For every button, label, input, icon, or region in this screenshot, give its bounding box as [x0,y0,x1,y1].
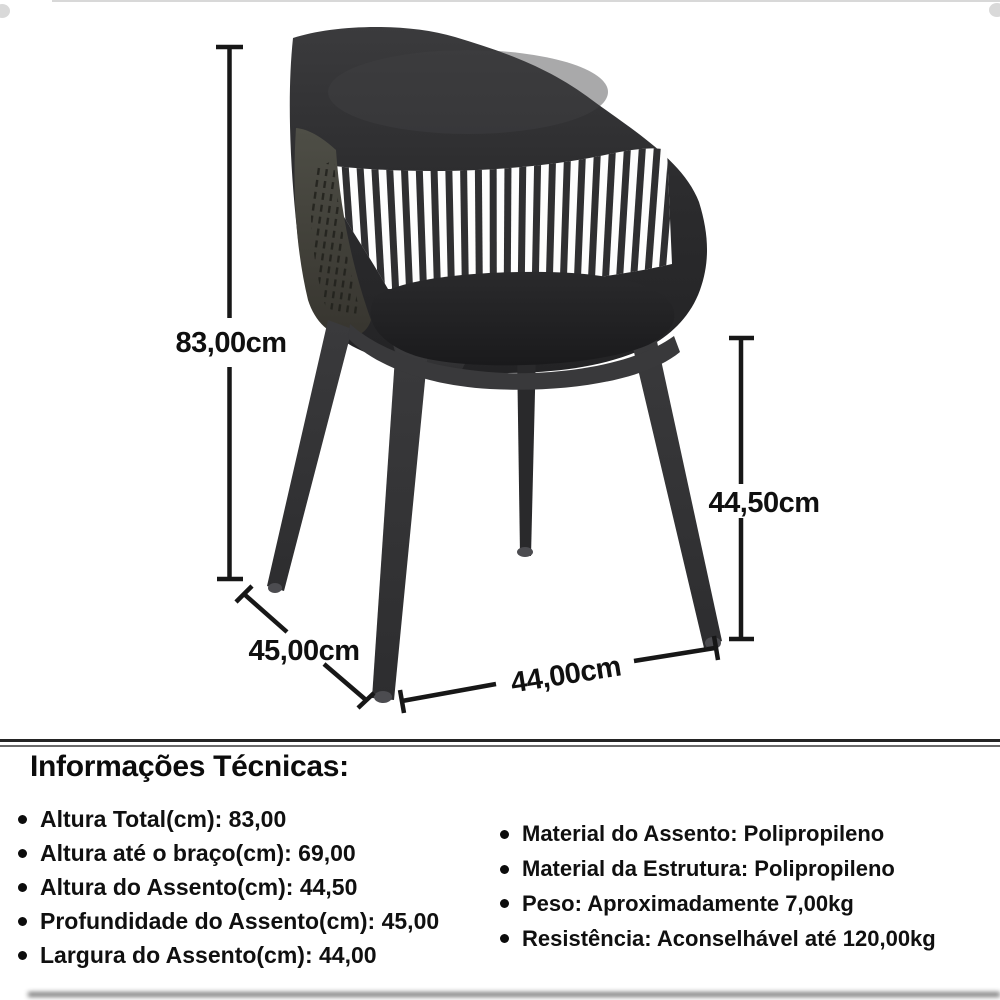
spec-text: Profundidade do Assento(cm): 45,00 [40,908,440,935]
bullet-dot [18,815,27,824]
dimension-label-seat-height: 44,50cm [708,487,820,519]
spec-item [18,836,439,870]
dimension-label-seat-depth: 45,00cm [248,635,360,667]
dimension-label-seat-width: 44,00cm [508,650,624,700]
bullet-dot [500,830,509,839]
spec-item [500,852,936,887]
section-title: Informações Técnicas: [30,750,349,783]
spec-text: Resistência: Aconselhável até 120,00kg [522,925,936,951]
seat-cushion [370,272,674,365]
dimension-label-total-height: 83,00cm [175,327,287,359]
spec-text: Altura Total(cm): 83,00 [40,805,287,832]
spec-item [18,939,439,973]
spec-text: Material da Estrutura: Polipropileno [522,856,895,882]
bullet-dot [500,865,509,874]
section-divider [0,739,1000,742]
bullet-dot [18,917,27,926]
spec-list-right [500,817,936,956]
bullet-dot [18,849,27,858]
dimension-line-total-height [216,47,243,579]
bullet-dot [18,883,27,892]
leg-back-left [267,320,352,591]
bullet-dot [18,951,27,960]
bullet-dot [500,899,509,908]
spec-text: Material do Assento: Polipropileno [522,821,885,847]
spec-item [500,887,936,922]
spec-item [18,870,439,904]
spec-text: Altura do Assento(cm): 44,50 [40,873,358,900]
spec-item [18,802,439,836]
spec-item [500,921,936,956]
leg-front-right [629,323,722,648]
spec-item [500,817,936,852]
bullet-dot [500,934,509,943]
leg-front-left [372,342,428,700]
section-divider-shadow [0,745,1000,747]
spec-text: Peso: Aproximadamente 7,00kg [522,890,854,916]
bottom-edge-artifact [28,992,1000,997]
spec-list-left [18,802,439,973]
spec-text: Largura do Assento(cm): 44,00 [40,942,377,969]
spec-text: Altura até o braço(cm): 69,00 [40,839,356,866]
spec-item [18,905,439,939]
